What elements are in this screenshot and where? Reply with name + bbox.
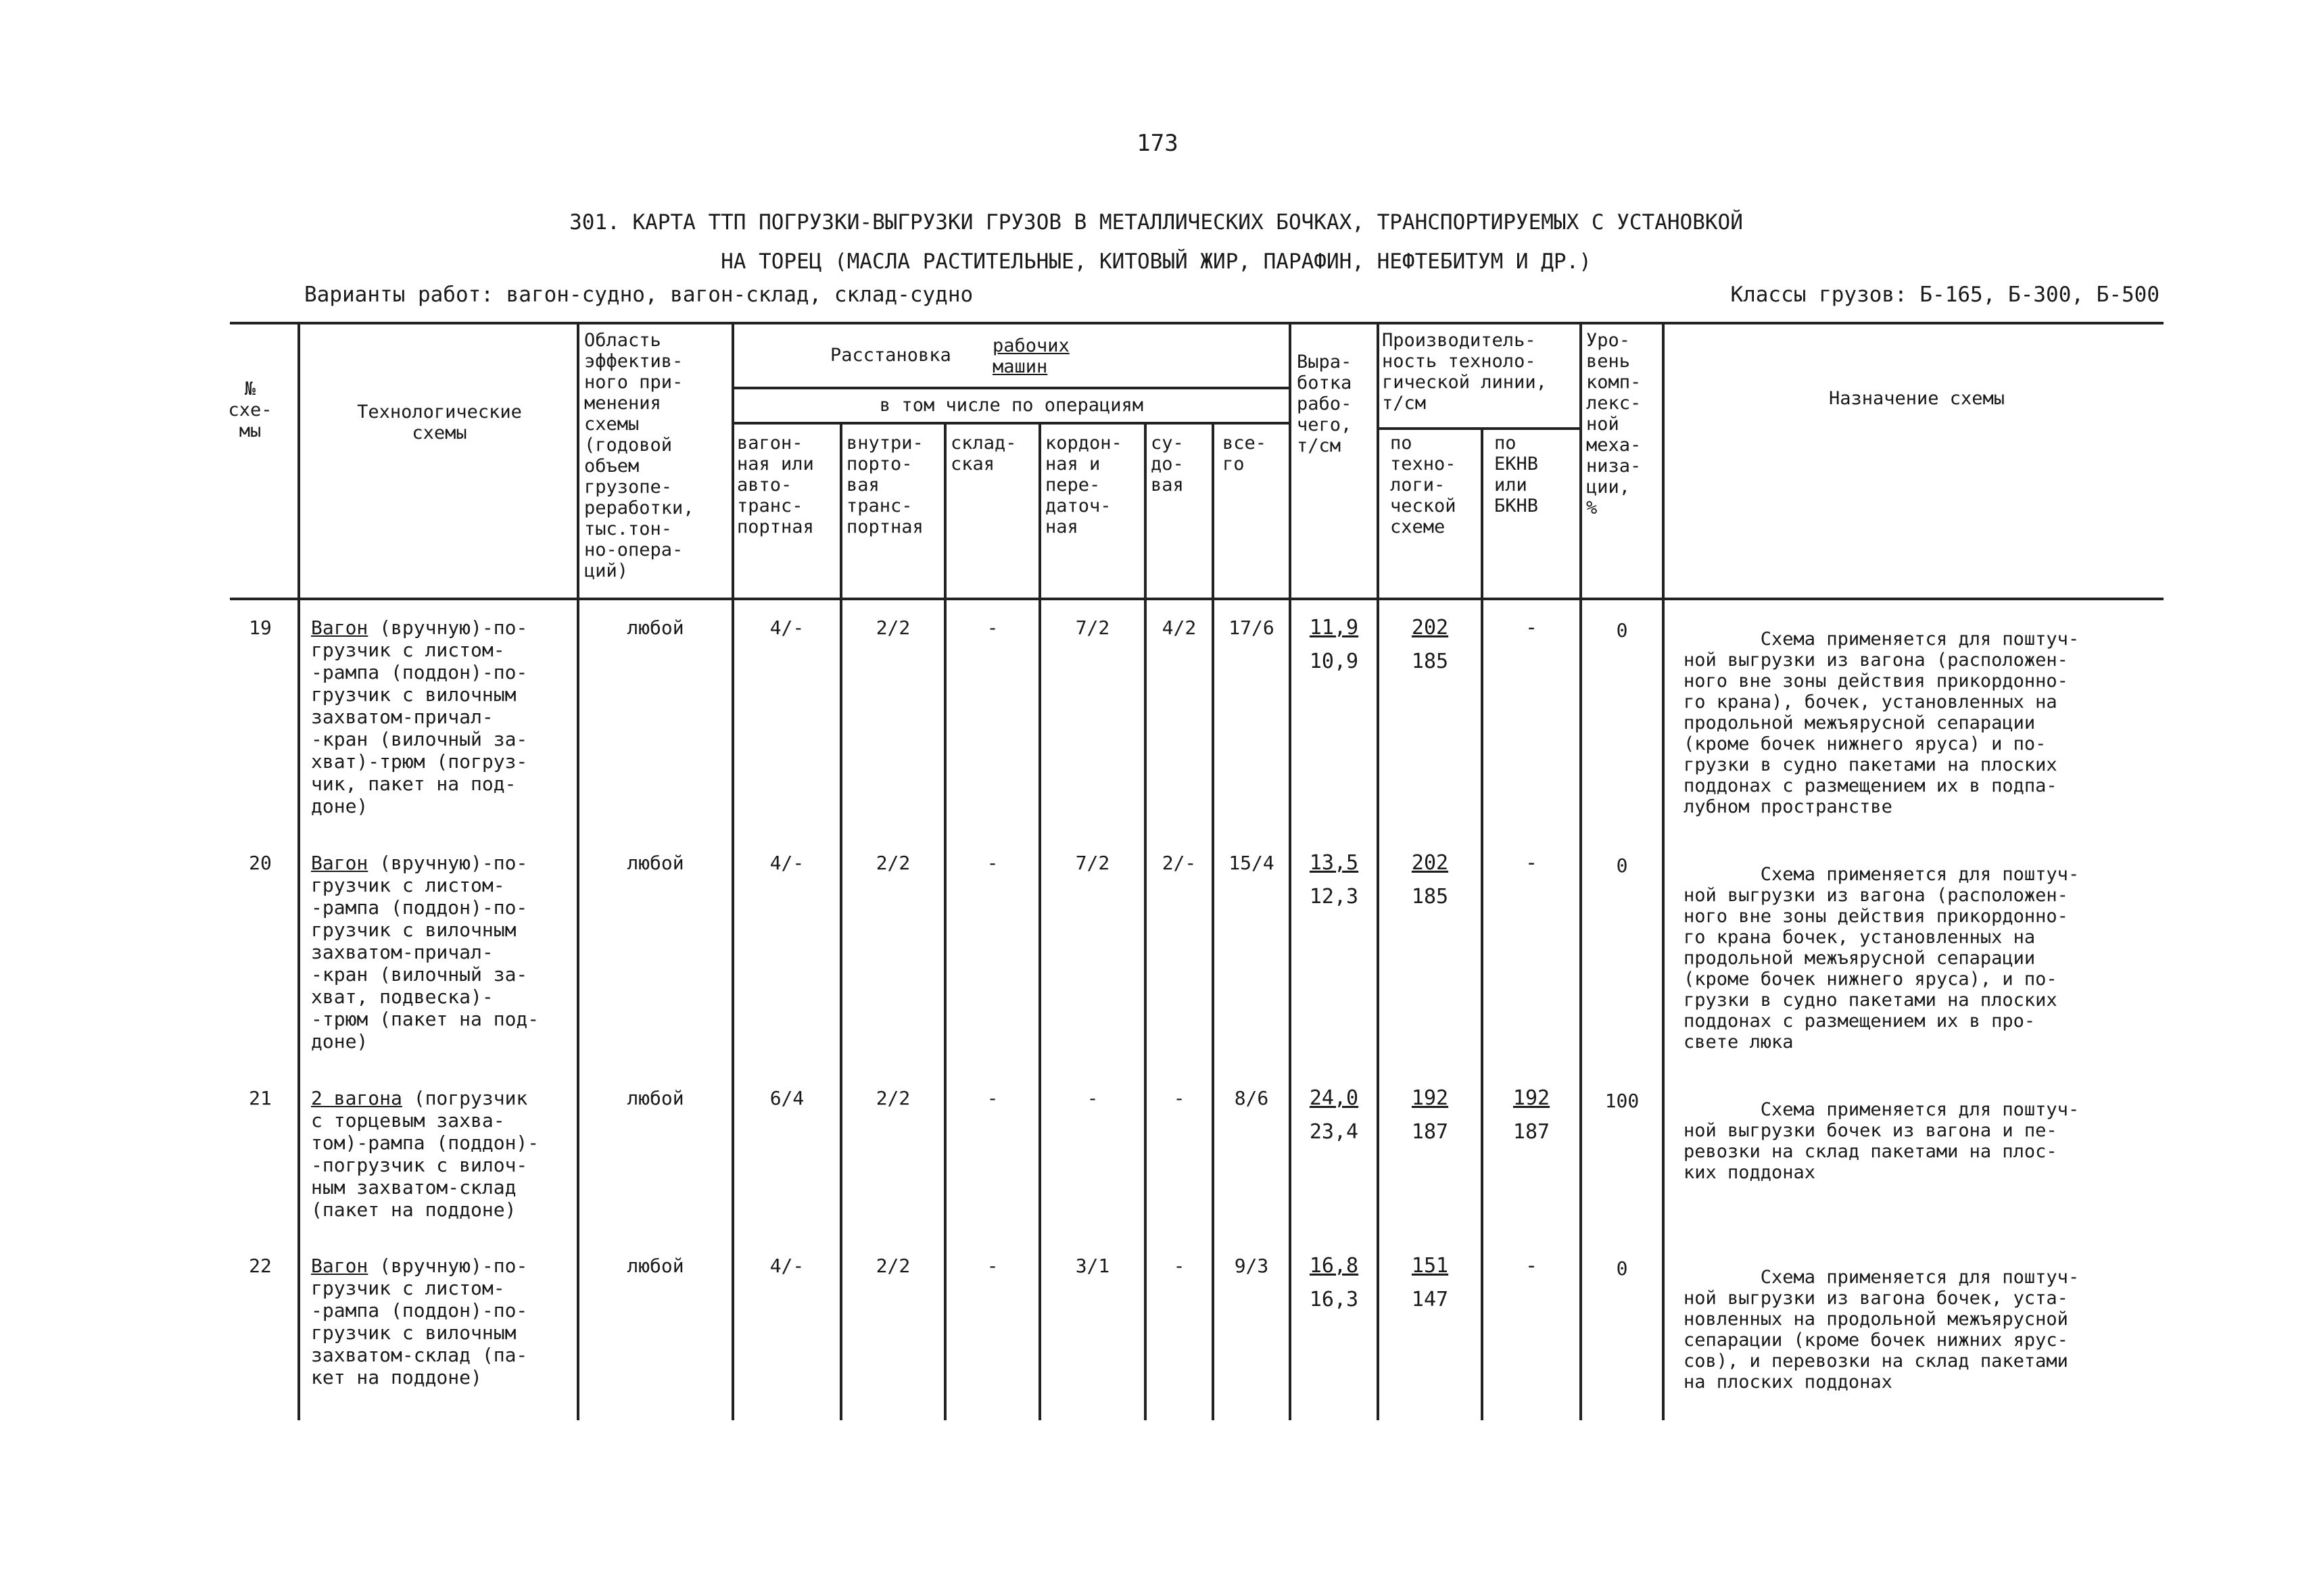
header-tech-schemes: Технологические схемы [357, 402, 522, 443]
application-area: любой [627, 852, 684, 874]
row-number: 20 [249, 852, 272, 874]
output-numerator: 16,8 [1309, 1254, 1359, 1278]
intraport-op: 2/2 [876, 616, 911, 639]
header-prod-by-scheme: по техно- логи- ческой схеме [1390, 433, 1456, 537]
placement-divider [732, 387, 1290, 389]
intraport-op: 2/2 [876, 852, 911, 874]
row-number: 22 [249, 1255, 272, 1277]
header-wagon-op: вагон- ная или авто- транс- портная [737, 433, 814, 537]
col-rule-13 [1662, 322, 1665, 1420]
page-title [230, 203, 2082, 281]
col-rule-1 [297, 322, 300, 1420]
output-numerator: 11,9 [1309, 616, 1359, 639]
productivity-scheme [1379, 1082, 1481, 1149]
scheme-purpose: Схема применяется для поштуч- ной выгрузки из вагона бочек, уста- новленных на продольной межъярусной сепарации (кроме бочек нижних ярус- сов), и перевозки на склад пакетами на плоских поддонах [1684, 1267, 2080, 1393]
header-intraport-op: внутри- порто- вая транс- портная [846, 433, 924, 537]
header-quay-op: кордон- ная и пере- даточ- ная [1045, 433, 1122, 537]
ekn-numerator: - [1525, 851, 1538, 875]
header-warehouse-op: склад- ская [951, 433, 1017, 475]
ekn-numerator: - [1525, 616, 1538, 639]
worker-output [1291, 1249, 1377, 1317]
total-machines: 9/3 [1234, 1255, 1269, 1277]
incl-divider [732, 422, 1290, 425]
header-placement-label: Расстановка [830, 345, 951, 366]
work-variants: Варианты работ: вагон-судно, вагон-склад, склад-судно [304, 283, 974, 307]
wagon-op: 4/- [769, 852, 805, 874]
total-machines: 17/6 [1228, 616, 1274, 639]
quay-op: 7/2 [1075, 616, 1110, 639]
productivity-denominator: 147 [1411, 1288, 1449, 1311]
application-area: любой [627, 1087, 684, 1109]
header-prod-by-ekn: по ЕКНВ или БКНВ [1494, 433, 1539, 516]
header-bottom-border [230, 598, 2164, 600]
warehouse-op: - [986, 1255, 999, 1277]
productivity-scheme [1379, 846, 1481, 914]
productivity-ekn [1483, 846, 1579, 880]
output-denominator: 12,3 [1309, 885, 1359, 909]
scheme-purpose: Схема применяется для поштуч- ной выгрузки из вагона (расположен- ного вне зоны действия прикордонно- го крана бочек, установленных на продольной межъярусной сепарации (кроме бочек нижнего яруса), и по- грузки в судно пакетами на плоских поддонах с размещением их в про- свете люка [1684, 864, 2080, 1053]
tech-scheme [311, 1087, 539, 1221]
header-incl-operations: в том числе по операциям [879, 395, 1144, 416]
ship-op: - [1173, 1087, 1185, 1109]
mechanization-level: 100 [1604, 1090, 1640, 1112]
header-scheme-number: № схе- мы [228, 379, 272, 441]
tech-scheme [311, 852, 539, 1053]
tech-scheme-lead: Вагон [311, 616, 368, 639]
title-line-1: 301. КАРТА ТТП ПОГРУЗКИ-ВЫГРУЗКИ ГРУЗОВ В МЕТАЛЛИЧЕСКИХ БОЧКАХ, ТРАНСПОРТИРУЕМЫХ С УСТАНОВКОЙ [569, 210, 1743, 235]
page-number: 173 [1137, 130, 1178, 157]
wagon-op: 4/- [769, 616, 805, 639]
productivity-numerator: 151 [1411, 1254, 1449, 1278]
ship-op: 4/2 [1162, 616, 1197, 639]
total-machines: 8/6 [1234, 1087, 1269, 1109]
header-total: все- го [1222, 433, 1267, 475]
tech-scheme-text: (вручную)-по- грузчик с листом- -рампа (поддон)-по- грузчик с вилочным захватом-склад (па- кет на поддоне) [311, 1255, 528, 1388]
tech-scheme [311, 616, 527, 817]
mechanization-level: 0 [1616, 619, 1628, 642]
scheme-purpose: Схема применяется для поштуч- ной выгрузки из вагона (расположен- ного вне зоны действия прикордонно- го крана), бочек, установленных на продольной межъярусной сепарации (кроме бочек нижнего яруса) и по- грузки в судно пакетами на плоских поддонах с размещением их в подпа- лубном пространстве [1684, 629, 2080, 817]
scheme-purpose: Схема применяется для поштуч- ной выгрузки бочек из вагона и пе- ревозки на склад пакетами на плос- ких поддонах [1684, 1099, 2080, 1183]
tech-scheme-text: (вручную)-по- грузчик с листом- -рампа (поддон)-по- грузчик с вилочным захватом-причал- -кран (вилочный за- хват, подвеска)- -трюм (пакет на под- доне) [311, 852, 540, 1053]
header-placement [830, 335, 1070, 398]
productivity-numerator: 202 [1411, 616, 1449, 639]
row-number: 19 [249, 616, 272, 639]
productivity-denominator: 185 [1411, 650, 1449, 673]
ekn-numerator: 192 [1512, 1086, 1550, 1110]
mechanization-level: 0 [1616, 854, 1628, 877]
output-numerator: 24,0 [1309, 1086, 1359, 1110]
worker-output [1291, 611, 1377, 679]
tech-scheme-text: (вручную)-по- грузчик с листом- -рампа (поддон)-по- грузчик с вилочным захватом-причал- -кран (вилочный за- хват)-трюм (погруз- чик, пакет на под- доне) [311, 616, 528, 817]
application-area: любой [627, 616, 684, 639]
ship-op: - [1173, 1255, 1185, 1277]
productivity-ekn [1483, 611, 1579, 645]
warehouse-op: - [986, 1087, 999, 1109]
mechanization-level: 0 [1616, 1257, 1628, 1280]
title-line-2: НА ТОРЕЦ (МАСЛА РАСТИТЕЛЬНЫЕ, КИТОВЫЙ ЖИР, ПАРАФИН, НЕФТЕБИТУМ И ДР.) [721, 249, 1592, 274]
warehouse-op: - [986, 852, 999, 874]
ekn-denominator: 187 [1512, 1120, 1550, 1144]
table-top-border [230, 322, 2164, 324]
header-ship-op: су- до- вая [1151, 433, 1184, 495]
wagon-op: 4/- [769, 1255, 805, 1277]
productivity-divider [1377, 427, 1579, 430]
tech-scheme-text: (погрузчик с торцевым захва- том)-рампа (поддон)- -погрузчик с вилоч- ным захватом-склад (пакет на поддоне) [311, 1087, 540, 1221]
productivity-ekn [1483, 1082, 1579, 1149]
header-productivity: Производитель- ность техноло- гической линии, т/см [1382, 330, 1547, 414]
worker-output [1291, 1082, 1377, 1149]
header-placement-machines: рабочих машин [993, 335, 1070, 377]
header-output: Выра- ботка рабо- чего, т/см [1297, 352, 1352, 456]
output-denominator: 23,4 [1309, 1120, 1359, 1144]
intraport-op: 2/2 [876, 1255, 911, 1277]
quay-op: - [1087, 1087, 1099, 1109]
productivity-numerator: 202 [1411, 851, 1449, 875]
wagon-op: 6/4 [769, 1087, 805, 1109]
ship-op: 2/- [1162, 852, 1197, 874]
total-machines: 15/4 [1228, 852, 1274, 874]
productivity-numerator: 192 [1411, 1086, 1449, 1110]
tech-scheme-lead: 2 вагона [311, 1087, 402, 1109]
tech-scheme-lead: Вагон [311, 852, 368, 874]
output-denominator: 16,3 [1309, 1288, 1359, 1311]
header-mechanization: Уро- вень комп- лекс- ной меха- низа- ции, % [1586, 330, 1642, 518]
productivity-scheme [1379, 1249, 1481, 1317]
ekn-numerator: - [1525, 1254, 1538, 1278]
quay-op: 3/1 [1075, 1255, 1110, 1277]
tech-scheme-lead: Вагон [311, 1255, 368, 1277]
productivity-denominator: 185 [1411, 885, 1449, 909]
worker-output [1291, 846, 1377, 914]
quay-op: 7/2 [1075, 852, 1110, 874]
output-numerator: 13,5 [1309, 851, 1359, 875]
productivity-ekn [1483, 1249, 1579, 1283]
productivity-denominator: 187 [1411, 1120, 1449, 1144]
output-denominator: 10,9 [1309, 650, 1359, 673]
tech-scheme [311, 1255, 527, 1388]
productivity-scheme [1379, 611, 1481, 679]
warehouse-op: - [986, 616, 999, 639]
row-number: 21 [249, 1087, 272, 1109]
header-purpose: Назначение схемы [1828, 388, 2005, 409]
application-area: любой [627, 1255, 684, 1277]
cargo-classes: Классы грузов: Б-165, Б-300, Б-500 [1730, 283, 2159, 307]
intraport-op: 2/2 [876, 1087, 911, 1109]
header-application-area: Область эффектив- ного при- менения схемы (годовой объем грузопе- реработки, тыс.тон- но-опера- ций) [584, 330, 694, 581]
